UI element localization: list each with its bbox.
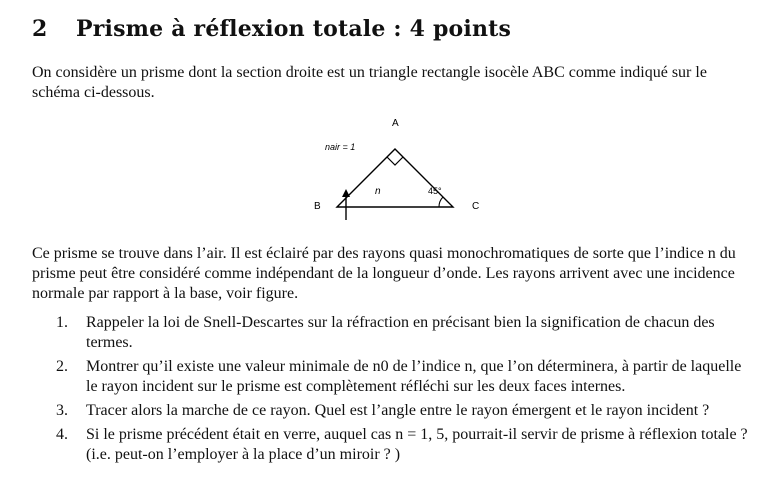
angle-arc <box>439 197 443 207</box>
question-number: 4. <box>56 426 68 443</box>
section-title: Prisme à réflexion totale : 4 points <box>76 16 512 42</box>
prism-diagram <box>305 110 495 230</box>
question-list <box>32 313 756 469</box>
question-text: Montrer qu’il existe une valeur minimale de n0 de l’indice n, que l’on déterminera, à partir de laquelle le rayon incident sur le prisme est complètement réfléchi sur les deux faces internes. <box>86 358 742 395</box>
vertex-label-a: A <box>392 118 399 129</box>
vertex-label-c: C <box>472 201 480 212</box>
question-number: 2. <box>56 358 68 375</box>
section-number: 2 <box>32 16 48 42</box>
question-number: 3. <box>56 402 68 419</box>
question-text: Rappeler la loi de Snell-Descartes sur la réfraction en précisant bien la signification de chacun des termes. <box>86 314 715 351</box>
context-paragraph: Ce prisme se trouve dans l’air. Il est éclairé par des rayons quasi monochromatiques de sorte que l’indice n du prisme peut être considéré comme indépendant de la longueur d’onde. Les rayons arrivent avec une incidence normale par rapport à la base, voir figure. <box>32 245 736 302</box>
question-item <box>32 313 756 353</box>
angle-label: 45° <box>428 186 442 196</box>
question-text: Si le prisme précédent était en verre, auquel cas n = 1, 5, pourrait-il servir de prisme à réflexion totale ? (i.e. peut-on l’employer à la place d’un miroir ? ) <box>86 426 748 463</box>
question-item <box>32 401 756 421</box>
n-label: n <box>375 186 381 197</box>
question-text: Tracer alors la marche de ce rayon. Quel est l’angle entre le rayon émergent et le rayon incident ? <box>86 402 710 419</box>
ray-arrowhead <box>342 189 350 197</box>
question-number: 1. <box>56 314 68 331</box>
vertex-label-b: B <box>314 201 321 212</box>
prism-figure <box>305 110 495 234</box>
prism-triangle <box>337 149 453 207</box>
right-angle-marker <box>387 157 403 165</box>
section-heading <box>32 16 511 42</box>
intro-paragraph: On considère un prisme dont la section droite est un triangle rectangle isocèle ABC comme indiqué sur le schéma ci-dessous. <box>32 64 707 101</box>
question-item <box>32 425 756 465</box>
question-item <box>32 357 756 397</box>
n-air-label: nair = 1 <box>325 142 356 152</box>
